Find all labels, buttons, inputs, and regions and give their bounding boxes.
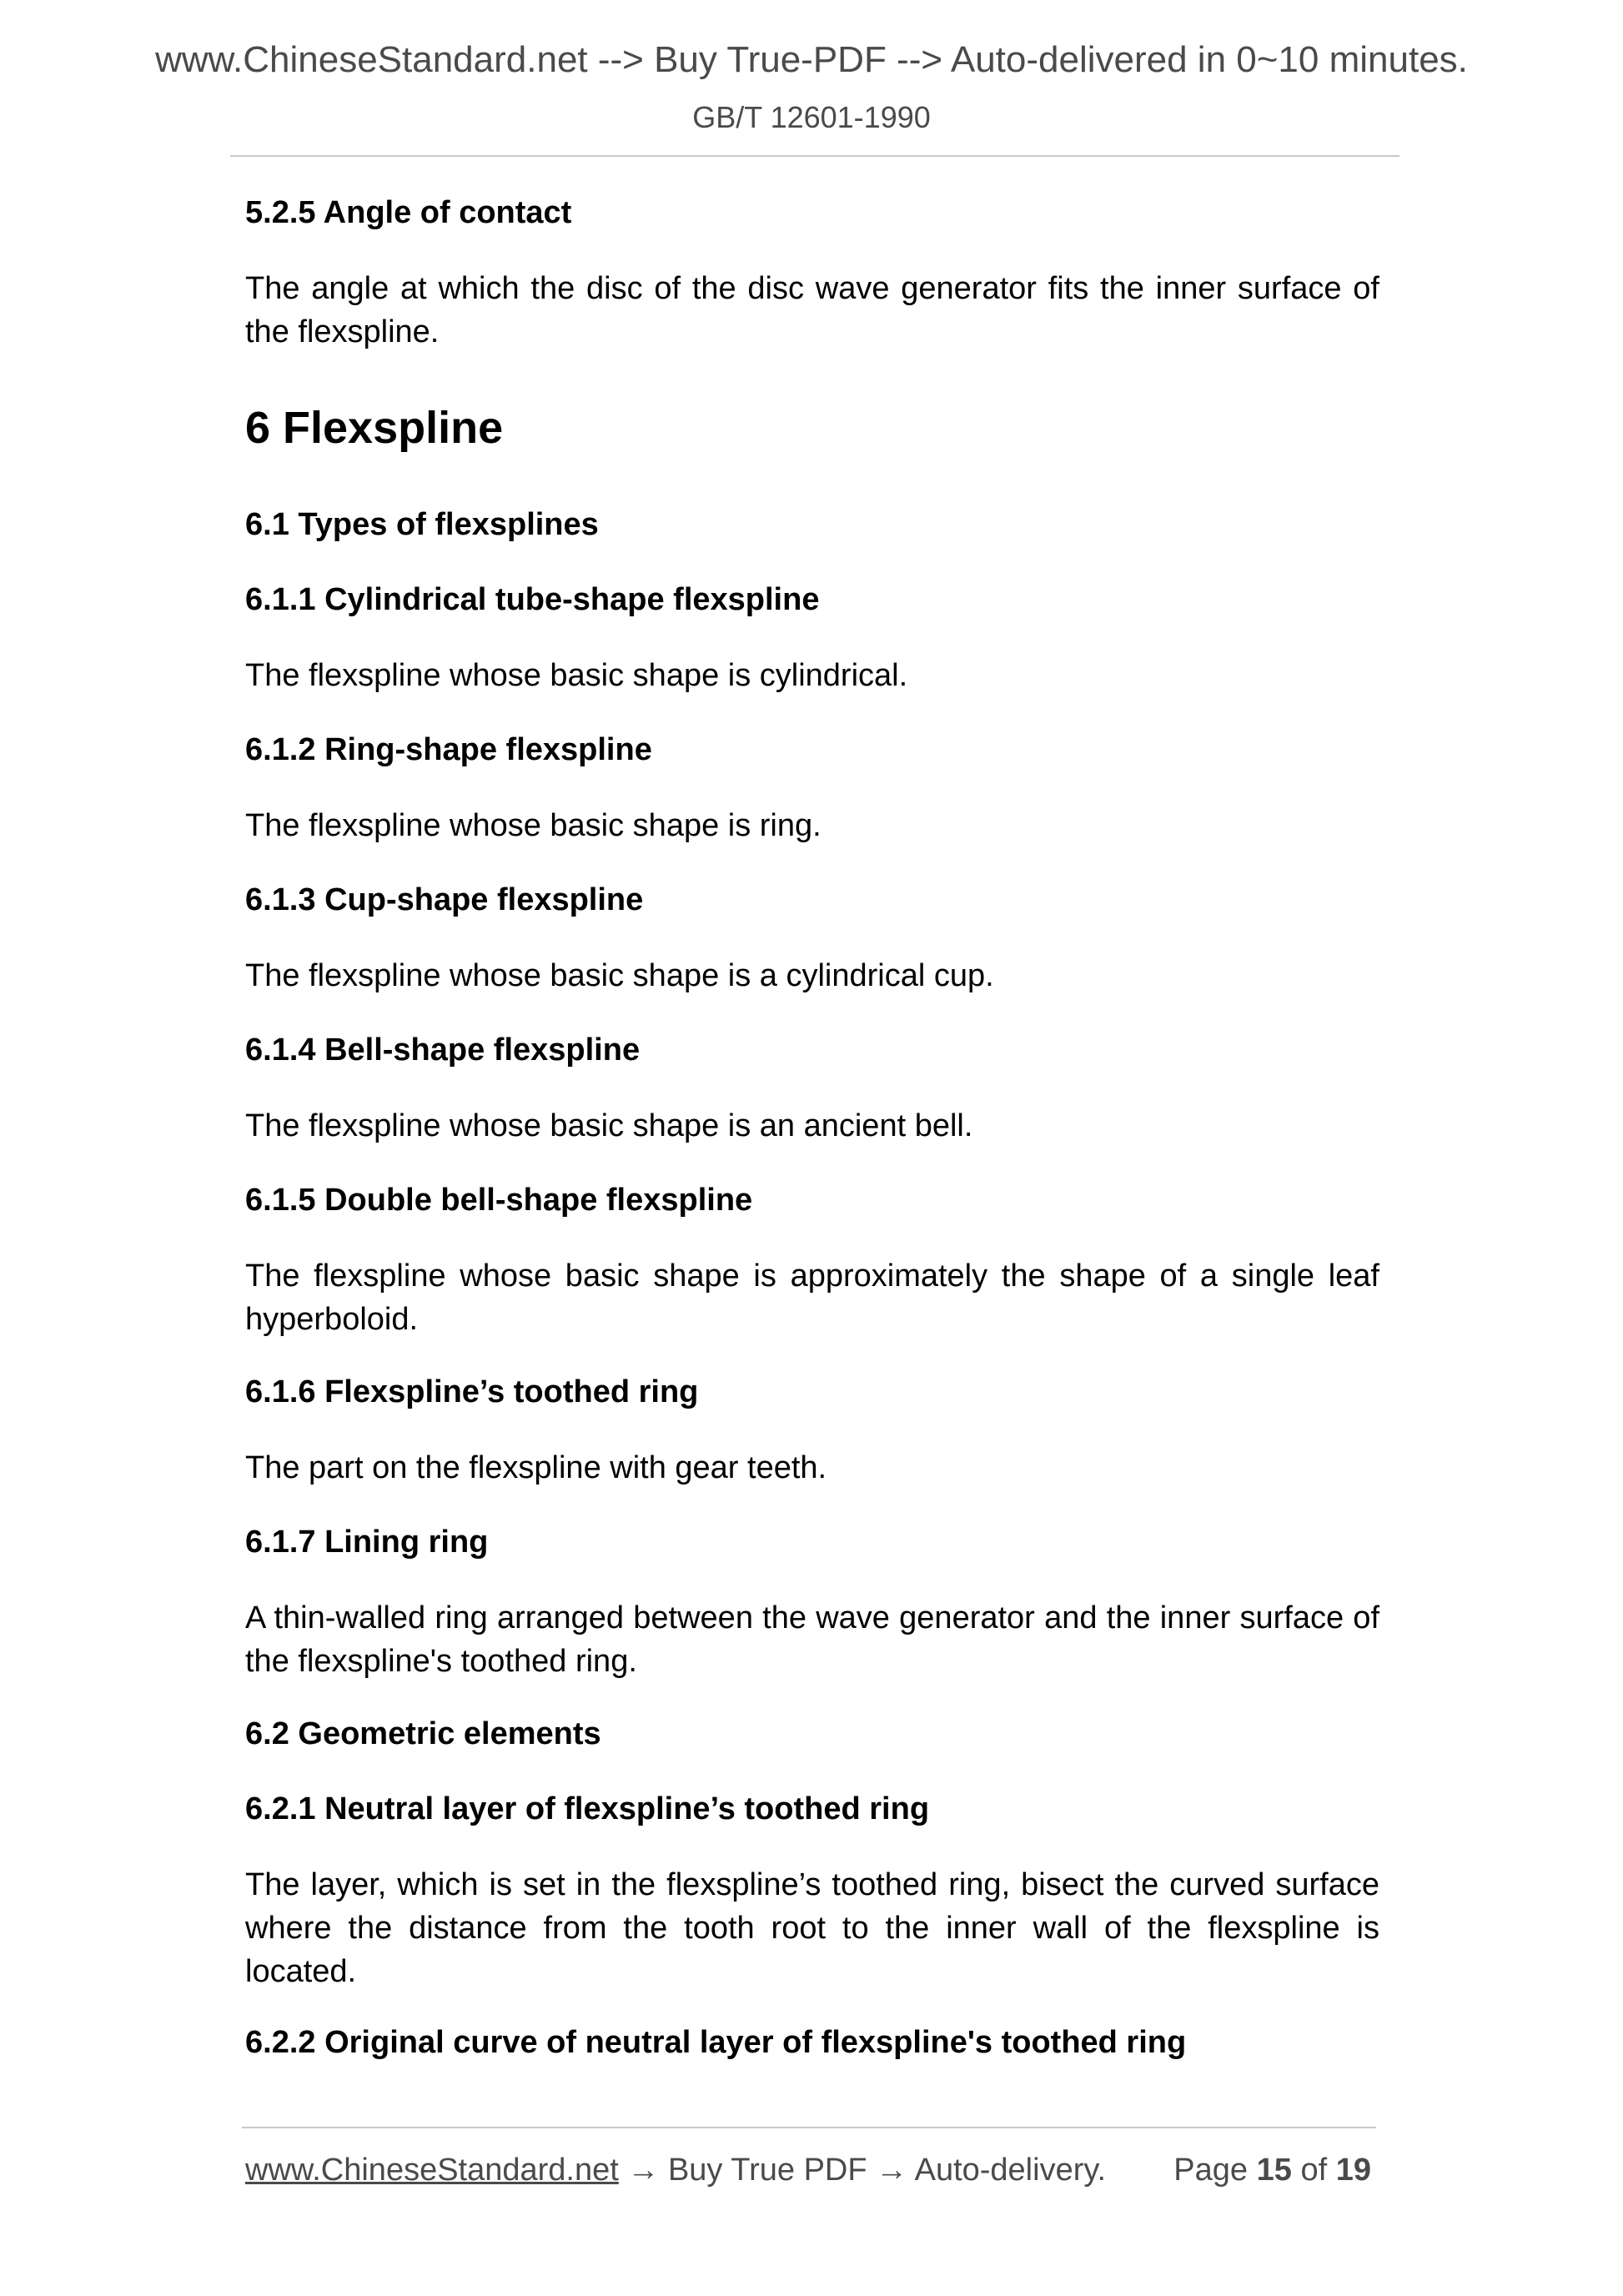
section-heading: 6.1.5 Double bell-shape flexspline — [245, 1183, 753, 1218]
page-footer — [245, 2145, 1371, 2195]
page-total: 19 — [1335, 2153, 1371, 2188]
paragraph: The part on the flexspline with gear teeth. — [245, 1450, 827, 1485]
page-current: 15 — [1256, 2153, 1292, 2188]
paragraph: The flexspline whose basic shape is approximately the shape of a single leaf hyperboloid. — [245, 1259, 1379, 1337]
section-heading: 6.1.6 Flexspline’s toothed ring — [245, 1374, 699, 1409]
paragraph: The flexspline whose basic shape is an ancient bell. — [245, 1108, 973, 1143]
paragraph: The angle at which the disc of the disc wave generator fits the inner surface of the flexspline. — [245, 271, 1379, 349]
page-indicator — [1173, 2145, 1371, 2195]
paragraph: The flexspline whose basic shape is a cylindrical cup. — [245, 958, 994, 993]
footer-divider — [242, 2127, 1376, 2128]
section-heading: 6.1.4 Bell-shape flexspline — [245, 1032, 641, 1068]
paragraph: The flexspline whose basic shape is ring. — [245, 808, 822, 843]
of-label: of — [1300, 2153, 1328, 2188]
standard-code: GB/T 12601-1990 — [692, 100, 931, 134]
paragraph: The layer, which is set in the flexspline’s toothed ring, bisect the curved surface where the distance from the tooth root to the inner wall of the flexspline is located. — [245, 1867, 1379, 1989]
site-banner: www.ChineseStandard.net --> Buy True-PDF --> Auto-delivered in 0~10 minutes. — [155, 39, 1468, 80]
page-label: Page — [1173, 2153, 1249, 2188]
section-heading: 6.2.1 Neutral layer of flexspline’s toothed ring — [245, 1791, 930, 1826]
section-heading: 6.1 Types of flexsplines — [245, 507, 599, 542]
footer-promo-text: → Buy True PDF → Auto-delivery. — [618, 2153, 1107, 2188]
paragraph: The flexspline whose basic shape is cylindrical. — [245, 658, 908, 693]
chapter-heading: 6 Flexspline — [245, 403, 504, 453]
section-heading: 6.2 Geometric elements — [245, 1716, 601, 1751]
section-heading: 6.1.7 Lining ring — [245, 1525, 489, 1560]
section-heading: 6.1.2 Ring-shape flexspline — [245, 732, 652, 767]
paragraph: A thin-walled ring arranged between the wave generator and the inner surface of the flexspline's toothed ring. — [245, 1600, 1379, 1679]
site-link[interactable]: www.ChineseStandard.net — [245, 2153, 619, 2188]
section-heading: 6.2.2 Original curve of neutral layer of flexspline's toothed ring — [245, 2025, 1187, 2060]
section-heading: 6.1.3 Cup-shape flexspline — [245, 882, 644, 917]
section-heading: 5.2.5 Angle of contact — [245, 195, 572, 230]
section-heading: 6.1.1 Cylindrical tube-shape flexspline — [245, 582, 820, 617]
footer-promo — [245, 2145, 1106, 2195]
